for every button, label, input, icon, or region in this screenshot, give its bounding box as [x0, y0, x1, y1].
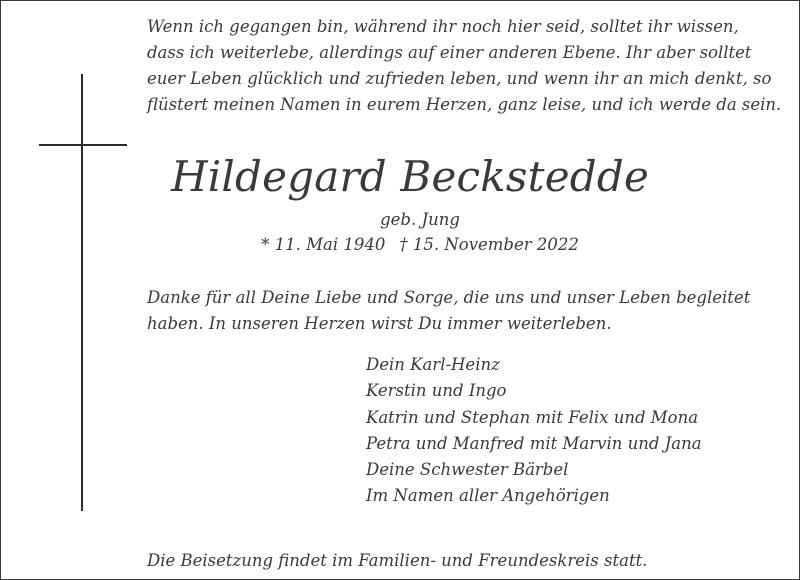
mourners-list [366, 352, 786, 510]
poem-line: euer Leben glücklich und zufrieden leben, und wenn ihr an mich denkt, so [147, 69, 772, 88]
life-dates [150, 232, 690, 258]
mourner-entry: Im Namen aller Angehörigen [366, 486, 610, 506]
death-date: † 15. November 2022 [399, 235, 579, 254]
thanks-line: haben. In unseren Herzen wirst Du immer weiterleben. [147, 314, 612, 333]
birth-date: * 11. Mai 1940 [261, 235, 386, 254]
mourner-entry: Deine Schwester Bärbel [366, 460, 569, 480]
mourner-entry: Dein Karl-Heinz [366, 355, 500, 374]
cross-horizontal-bar [39, 144, 127, 146]
poem-line: Wenn ich gegangen bin, während ihr noch hier seid, solltet ihr wissen, [147, 17, 739, 36]
poem [147, 14, 797, 118]
born-name: geb. Jung [380, 210, 460, 229]
deceased-name: Hildegard Beckstedde [170, 152, 650, 201]
funeral-note: Die Beisetzung findet im Familien- und Freundeskreis statt. [147, 551, 648, 570]
thanks-text [147, 285, 787, 337]
mourner-entry: Katrin und Stephan mit Felix und Mona [366, 407, 699, 427]
thanks-line: Danke für all Deine Liebe und Sorge, die uns und unser Leben begleitet [147, 288, 751, 307]
mourner-entry: Petra und Manfred mit Marvin und Jana [366, 433, 702, 453]
mourner-entry: Kerstin und Ingo [366, 381, 507, 401]
poem-line: dass ich weiterlebe, allerdings auf einer anderen Ebene. Ihr aber solltet [147, 43, 752, 62]
cross-vertical-bar [81, 74, 83, 511]
poem-line: flüstert meinen Namen in eurem Herzen, ganz leise, und ich werde da sein. [147, 95, 782, 114]
